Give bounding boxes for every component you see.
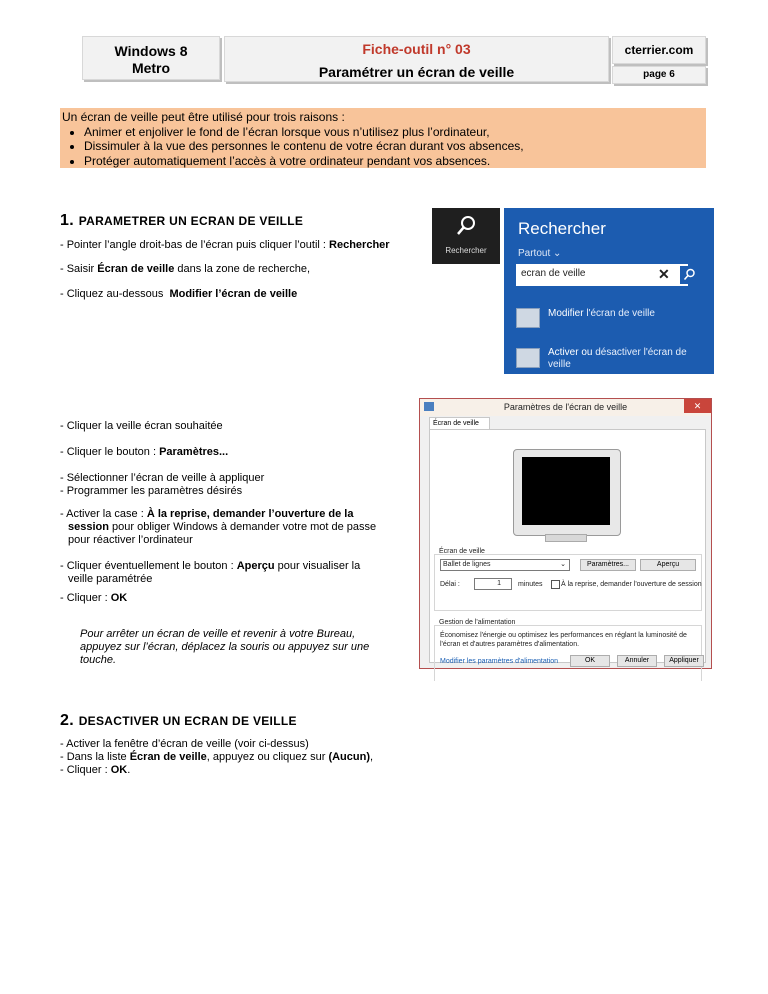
step-text: - Pointer l’angle droit-bas de l’écran puis cliquer l’outil : xyxy=(60,239,330,251)
step-bold: OK xyxy=(110,764,128,776)
screensaver-dialog xyxy=(419,398,712,669)
header-site: cterrier.com xyxy=(612,36,706,64)
screensaver-select[interactable] xyxy=(440,559,570,571)
delay-stepper[interactable] xyxy=(474,578,512,590)
search-icon xyxy=(454,214,478,238)
section1-heading xyxy=(60,212,303,230)
step-text: pour visualiser la xyxy=(274,560,361,572)
step-line xyxy=(60,239,390,252)
note xyxy=(80,628,369,667)
step-text: - Cliquer le bouton : xyxy=(60,446,160,458)
search-charm-label: Rechercher xyxy=(445,246,487,255)
step-bold: Aperçu xyxy=(236,560,275,572)
screensaver-select-value: Ballet de lignes xyxy=(443,561,491,568)
intro-box xyxy=(60,108,706,168)
step-line xyxy=(60,446,228,459)
section2-title: DESACTIVER UN ECRAN DE VEILLE xyxy=(78,714,297,728)
cancel-button[interactable]: Annuler xyxy=(617,655,657,667)
result-highlight: Modifier xyxy=(548,308,584,319)
step-bold: À la reprise, demander l’ouverture de la xyxy=(146,508,354,520)
search-result-label[interactable] xyxy=(548,308,655,319)
step-bold: OK xyxy=(110,592,128,604)
search-result-label[interactable] xyxy=(548,347,687,371)
section2-number: 2. xyxy=(60,712,74,729)
intro-list xyxy=(62,125,704,169)
step-text: - Cliquer éventuellement le bouton : xyxy=(60,560,237,572)
note-line: touche. xyxy=(80,654,117,666)
note-line: Pour arrêter un écran de veille et revenir à votre Bureau, xyxy=(80,628,356,640)
intro-lead: Un écran de veille peut être utilisé pour trois raisons : xyxy=(62,110,345,124)
search-scope-label: Partout xyxy=(518,248,551,259)
delay-value: 1 xyxy=(497,580,501,587)
step-line: - Activer la fenêtre d’écran de veille (voir ci-dessus) xyxy=(60,738,309,750)
step-bold: Paramètres... xyxy=(159,446,229,458)
result-text: veille xyxy=(548,359,571,370)
dialog-title: Paramètres de l'écran de veille xyxy=(503,402,628,412)
resume-label: À la reprise, demander l'ouverture de session xyxy=(561,581,702,588)
step-line xyxy=(60,263,310,276)
step-text: - Cliquer : xyxy=(60,764,111,776)
search-charm[interactable] xyxy=(432,208,500,264)
step-bold: session xyxy=(68,521,109,533)
power-text-line: l'écran et d'autres paramètres d'alimentation. xyxy=(440,641,580,648)
chevron-down-icon: ⌄ xyxy=(560,561,566,568)
monitor-stand xyxy=(545,534,587,542)
step-bold: (Aucun) xyxy=(328,751,370,763)
step-text: , appuyez ou cliquez sur xyxy=(206,751,329,763)
step-text: - Cliquer : xyxy=(60,592,111,604)
search-scope[interactable] xyxy=(518,248,561,259)
dialog-panel xyxy=(429,429,706,663)
screensaver-app-icon xyxy=(516,348,540,368)
result-text: l'écran de veille xyxy=(583,308,655,319)
section1-title: PARAMETRER UN ECRAN DE VEILLE xyxy=(78,214,304,228)
search-result[interactable] xyxy=(516,308,540,328)
ok-step xyxy=(60,592,127,605)
search-icon xyxy=(680,266,698,284)
step-text: dans la zone de recherche, xyxy=(174,263,311,275)
step-text: pour réactiver l’ordinateur xyxy=(68,534,193,546)
step-text: pour obliger Windows à demander votre mot de passe xyxy=(108,521,377,533)
step-text: - Saisir xyxy=(60,263,98,275)
result-highlight: Activer ou xyxy=(548,347,596,358)
power-settings-link[interactable]: Modifier les paramètres d'alimentation xyxy=(440,658,559,665)
step-bold: Écran de veille xyxy=(129,751,207,763)
settings-button[interactable]: Paramètres... xyxy=(580,559,636,571)
apply-button[interactable]: Appliquer xyxy=(664,655,704,667)
header-os-box xyxy=(82,36,220,80)
tab-screensaver[interactable]: Écran de veille xyxy=(429,417,490,430)
step-text: - Cliquez au-dessous xyxy=(60,288,170,300)
header-os: Windows 8 xyxy=(114,43,188,59)
step-line: - Cliquer la veille écran souhaitée xyxy=(60,420,223,432)
search-input-value: ecran de veille xyxy=(521,268,586,279)
step-bold: Rechercher xyxy=(329,239,390,251)
search-go-button[interactable] xyxy=(680,266,698,284)
section2-heading xyxy=(60,712,297,730)
step-bold: Écran de veille xyxy=(97,263,175,275)
search-result[interactable] xyxy=(516,348,540,368)
preview-step xyxy=(60,560,360,586)
group-label-screensaver: Écran de veille xyxy=(439,548,485,555)
intro-item: • Protéger automatiquement l’accès à votre ordinateur pendant vos absences. xyxy=(84,154,704,169)
group-label-power: Gestion de l'alimentation xyxy=(439,619,516,626)
preview-button[interactable]: Aperçu xyxy=(640,559,696,571)
search-panel-title: Rechercher xyxy=(518,219,606,238)
search-panel xyxy=(504,208,714,374)
power-text xyxy=(440,631,687,649)
clear-icon[interactable]: ✕ xyxy=(658,266,670,282)
close-button[interactable]: ✕ xyxy=(684,399,711,413)
monitor-preview xyxy=(513,449,621,536)
minutes-label: minutes xyxy=(518,581,543,588)
ok-button[interactable]: OK xyxy=(570,655,610,667)
step-text: - Dans la liste xyxy=(60,751,130,763)
step-line xyxy=(60,288,297,301)
step-bold: Modifier l’écran de veille xyxy=(169,288,298,300)
step-line xyxy=(60,764,373,777)
header-fiche: Fiche-outil n° 03 xyxy=(362,41,471,57)
preview-screen xyxy=(522,457,610,525)
intro-item: • Animer et enjoliver le fond de l’écran lorsque vous n’utilisez plus l’ordinateur, xyxy=(84,125,704,140)
search-input[interactable] xyxy=(516,264,688,286)
header-page: page 6 xyxy=(612,66,706,84)
section2-steps xyxy=(60,738,373,777)
chevron-down-icon: ⌄ xyxy=(553,248,562,259)
section1-number: 1. xyxy=(60,212,74,229)
header-title-box xyxy=(224,36,609,82)
step-text: . xyxy=(127,764,131,776)
step-text: veille paramétrée xyxy=(68,573,153,585)
step-text: , xyxy=(369,751,374,763)
dialog-titlebar xyxy=(420,399,711,416)
step-line xyxy=(60,751,373,764)
step-line: - Sélectionner l’écran de veille à appliquer xyxy=(60,472,265,484)
screensaver-app-icon xyxy=(516,308,540,328)
delay-label: Délai : xyxy=(440,581,460,588)
step-text: - Activer la case : xyxy=(60,508,147,520)
step-line: - Programmer les paramètres désirés xyxy=(60,485,243,497)
note-line: appuyez sur l’écran, déplacez la souris ou appuyez sur une xyxy=(80,641,370,653)
resume-checkbox[interactable] xyxy=(551,580,560,589)
activate-step xyxy=(60,508,405,547)
power-text-line: Économisez l'énergie ou optimisez les performances en réglant la luminosité de xyxy=(440,632,687,639)
header-subject: Paramétrer un écran de veille xyxy=(318,64,515,80)
result-text: désactiver l'écran de xyxy=(595,347,687,358)
intro-item: • Dissimuler à la vue des personnes le contenu de votre écran durant vos absences, xyxy=(84,139,704,154)
header-os-sub: Metro xyxy=(131,60,171,76)
